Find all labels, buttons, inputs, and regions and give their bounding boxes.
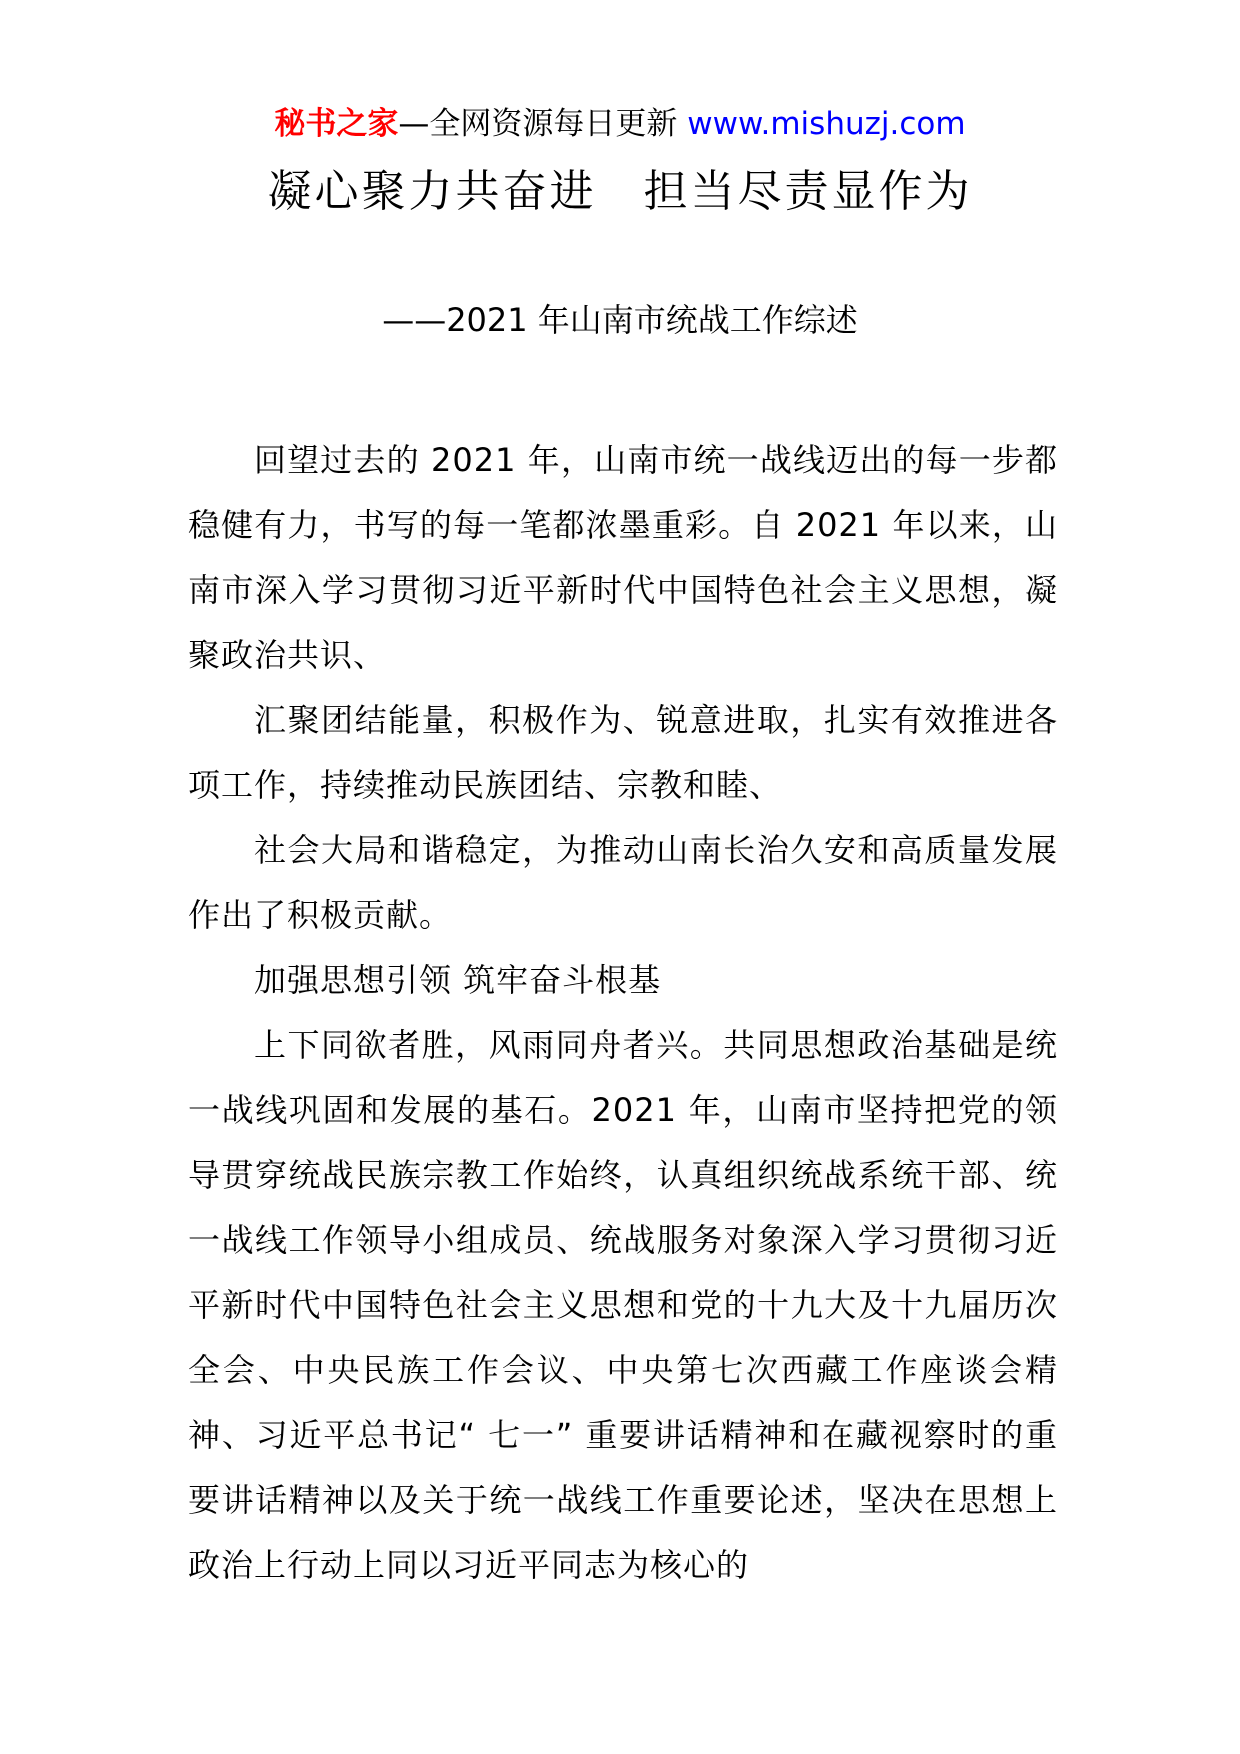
paragraph: 回望过去的 2021 年，山南市统一战线迈出的每一步都稳健有力，书写的每一笔都浓墨重彩。自 2021 年以来，山南市深入学习贯彻习近平新时代中国特色社会主义思想，凝聚政治共识、: [188, 441, 1058, 674]
document-subtitle: ——2021 年山南市统战工作综述: [382, 301, 858, 339]
document-title: 凝心聚力共奋进 担当尽责显作为: [267, 166, 973, 217]
header-slogan: —全网资源每日更新: [398, 106, 678, 142]
paragraph: 上下同欲者胜，风雨同舟者兴。共同思想政治基础是统一战线巩固和发展的基石。2021 年，山南市坚持把党的领导贯穿统战民族宗教工作始终，认真组织统战系统干部、统一战线工作领导小组成员、统战服务对象深入学习贯彻习近平新时代中国特色社会主义思想和党的十九大及十九届历次全会、中央民族工作会议、中央第七次西藏工作座谈会精神、习近平总书记“ 七一” 重要讲话精神和在藏视察时的重要讲话精神以及关于统一战线工作重要论述，坚决在思想上政治上行动上同以习近平同志为核心的: [188, 1026, 1058, 1584]
paragraph: 社会大局和谐稳定，为推动山南长治久安和高质量发展作出了积极贡献。: [188, 831, 1058, 934]
brand-name: 秘书之家: [274, 106, 399, 142]
section-heading: 加强思想引领 筑牢奋斗根基: [254, 961, 662, 999]
paragraph: 汇聚团结能量，积极作为、锐意进取，扎实有效推进各项工作，持续推动民族团结、宗教和睦、: [188, 701, 1058, 804]
document-body: [188, 428, 1058, 1598]
site-header: [0, 102, 1240, 146]
site-url-link[interactable]: www.mishuzj.com: [687, 106, 966, 142]
